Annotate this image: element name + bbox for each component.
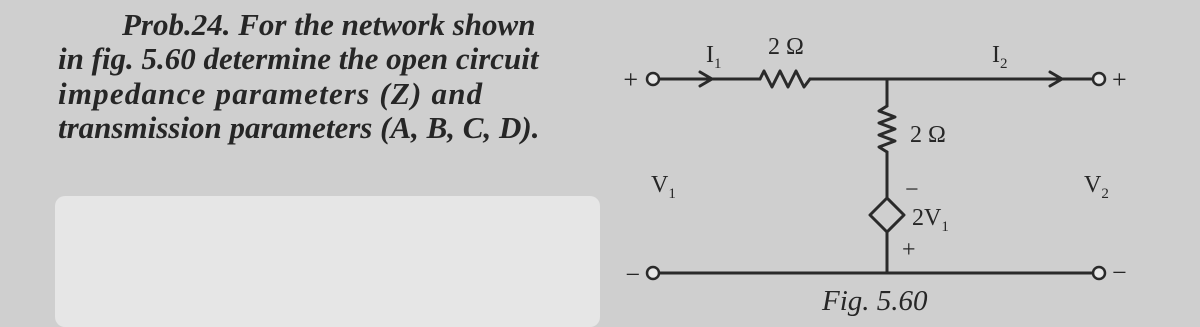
shunt-resistor	[879, 106, 895, 152]
port1-top-terminal	[647, 73, 659, 85]
port1-bottom-terminal	[647, 267, 659, 279]
v2-label: $V_2$	[1084, 172, 1109, 202]
series-resistor	[760, 71, 810, 87]
problem-line-2: in fig. 5.60 determine the open circuit	[58, 41, 539, 77]
figure-caption: Fig. 5.60	[822, 285, 928, 317]
problem-line-1: Prob.24. For the network shown	[122, 7, 536, 42]
source-plus-sign: +	[902, 237, 916, 263]
problem-line-4: transmission parameters (A, B, C, D).	[58, 110, 540, 146]
v1-label: $V_1$	[651, 172, 676, 202]
port1-minus-label: −	[625, 260, 640, 289]
i1-label: $I_1$	[706, 42, 722, 72]
series-resistor-value: 2 Ω	[768, 34, 804, 60]
port2-plus-label: +	[1112, 65, 1127, 94]
problem-line-3: impedance parameters (Z) and	[58, 75, 484, 111]
port2-bottom-terminal	[1093, 267, 1105, 279]
port2-minus-label: −	[1112, 258, 1127, 287]
dependent-source-diamond	[870, 198, 904, 232]
i2-label: $I_2$	[992, 42, 1008, 72]
port2-top-terminal	[1093, 73, 1105, 85]
dependent-source-label: $2V_1$	[912, 205, 949, 235]
shunt-resistor-value: 2 Ω	[910, 122, 946, 148]
port1-plus-label: +	[623, 65, 638, 94]
source-minus-sign: −	[905, 177, 919, 203]
